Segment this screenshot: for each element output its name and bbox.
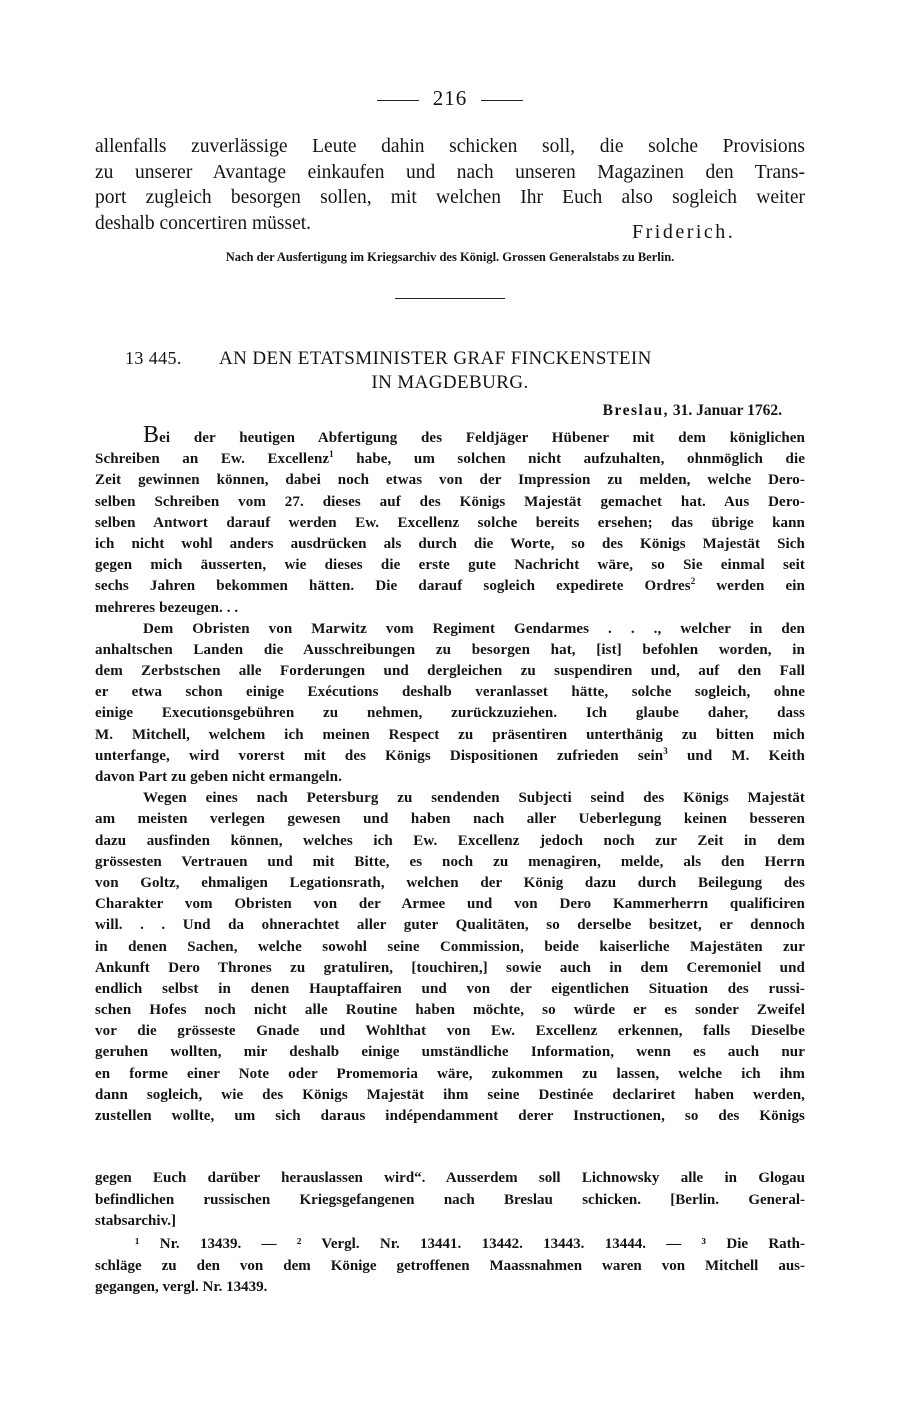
text-line: Dem Obristen von Marwitz vom Regiment Gendarmes . . ., welcher in den xyxy=(143,620,805,637)
letter-title: AN DEN ETATSMINISTER GRAF FINCKENSTEIN xyxy=(219,348,652,369)
text-line: stabsarchiv.] xyxy=(95,1213,176,1229)
header-rule-right xyxy=(481,100,523,101)
text-line: Charakter vom Obristen von der Armee und von Dero Kammerherrn qualificiren xyxy=(95,896,805,913)
footnote-marker: 2 xyxy=(690,576,696,587)
text-line: anhaltschen Landen die Ausschreibungen zu besorgen hat, [ist] befohlen worden, in xyxy=(95,641,805,658)
text-line: mehreres bezeugen. . . xyxy=(95,599,239,616)
text-line: einige Executionsgebühren zu nehmen, zurückzuziehen. Ich glaube daher, dass xyxy=(95,705,805,722)
text-line: von Goltz, ehmaligen Legationsrath, welchen der König dazu durch Beilegung des xyxy=(95,874,805,891)
footnote-line: gegangen, vergl. Nr. 13439. xyxy=(95,1279,268,1295)
text-line: befindlichen russischen Kriegsgefangenen nach Breslau schicken. [Berlin. General- xyxy=(95,1191,805,1208)
text-line: zustellen wollte, um sich daraus indépendamment derer Instructionen, so des Königs xyxy=(95,1108,805,1124)
text-line: geruhen wollten, mir deshalb einige umständliche Information, wenn es auch nur xyxy=(95,1044,805,1061)
text-line: gegen Euch darüber herauslassen wird“. Ausserdem soll Lichnowsky alle in Glogau xyxy=(95,1170,805,1186)
footnote-line: ¹ Nr. 13439. — ² Vergl. Nr. 13441. 13442. 13443. 13444. — ³ Die Rath- xyxy=(135,1236,805,1252)
text-line: deshalb concertiren müsset. xyxy=(95,212,312,234)
text-line: Wegen eines nach Petersburg zu sendenden Subjecti seind des Königs Majestät xyxy=(143,790,805,807)
letter-body xyxy=(95,422,805,1127)
text-line: Ankunft Dero Thrones zu gratuliren, [touchiren,] sowie auch in dem Ceremoniel und xyxy=(95,959,805,976)
signature: Friderich. xyxy=(632,221,736,243)
text-line: grössesten Vertrauen und mit Bitte, es noch zu menagiren, melde, als den Herrn xyxy=(95,853,805,870)
date: 31. Januar 1762. xyxy=(672,402,782,419)
drop-cap: B xyxy=(143,422,160,448)
letter-title-line2: IN MAGDEBURG. xyxy=(371,372,529,393)
text-line: endlich selbst in denen Hauptaffairen und von der eigentlichen Situation des russi- xyxy=(95,980,805,997)
text-line: Schreiben an Ew. Excellenz$^1$ habe, um solchen nicht aufzuhalten, ohnmöglich die xyxy=(95,449,805,468)
place: Breslau, xyxy=(602,402,670,419)
text-line: Zeit gewinnen können, dabei noch etwas von der Impression zu melden, welche Dero- xyxy=(95,472,805,489)
text-line: selben Schreiben vom 27. dieses auf des Königs Majestät gemachet hat. Aus Dero- xyxy=(95,493,805,510)
header-rule-left xyxy=(377,100,419,101)
source-note: Nach der Ausfertigung im Kriegsarchiv des Königl. Grossen Generalstabs zu Berlin. xyxy=(225,250,675,264)
text-line: am meisten verlegen gewesen und haben nach aller Ueberlegung keinen besseren xyxy=(95,811,805,828)
section-divider xyxy=(395,298,505,299)
text-line: dazu ausfinden können, welches ich Ew. Excellenz jedoch noch zur Zeit in dem xyxy=(95,832,805,849)
text-line: davon Part zu geben nicht ermangeln. xyxy=(95,769,342,785)
text-line: M. Mitchell, welchem ich meinen Respect zu präsentiren unterthänig zu bitten mich xyxy=(95,726,805,743)
text-line: dann sogleich, wie des Königs Majestät ihm seine Destinée declariret haben werden, xyxy=(95,1086,805,1103)
text-line: er etwa schon einige Exécutions deshalb veranlasset hätte, solche sogleich, ohne xyxy=(95,684,805,701)
text-line: en forme einer Note oder Promemoria wäre, zukommen zu lassen, welche ich ihm xyxy=(95,1065,805,1082)
page-header xyxy=(0,86,900,111)
letter-number: 13 445. xyxy=(125,348,182,368)
text-line: port zugleich besorgen sollen, mit welchen Ihr Euch also sogleich weiter xyxy=(95,187,805,208)
text-line: selben Antwort darauf werden Ew. Excellenz solche bereits ersehen; das übrige kann xyxy=(95,514,805,531)
continuation-quote xyxy=(95,1168,805,1233)
text-line: zu unserer Avantage einkaufen und nach unseren Magazinen den Trans- xyxy=(95,161,805,183)
text-line: dem Zerbstschen alle Forderungen und dergleichen zu suspendiren und, auf den Fall xyxy=(95,663,805,680)
place-date xyxy=(603,402,782,420)
footnote-marker: 3 xyxy=(663,745,668,756)
footnote-marker: 1 xyxy=(329,449,334,460)
footnote-line: schläge zu den von dem Könige getroffenen Maassnahmen waren von Mitchell aus- xyxy=(95,1257,805,1274)
text-line: schen Hofes noch nicht alle Routine haben möchte, so würde er es sonder Zweifel xyxy=(95,1002,805,1019)
text-line: in denen Sachen, welche sowohl seine Commission, beide kaiserliche Majestäten zur xyxy=(95,938,805,955)
text-line: Bei der heutigen Abfertigung des Feldjäger Hübener mit dem königlichen xyxy=(143,422,805,448)
footnotes xyxy=(95,1234,805,1299)
text-line: vor die grösseste Gnade und Wohlthat von Ew. Excellenz erkennen, falls Dieselbe xyxy=(95,1023,805,1040)
text-line: gegen mich äusserten, wie dieses die erste gute Nachricht wäre, so Sie einmal seit xyxy=(95,557,805,574)
text-line: ich nicht wohl anders ausdrücken als durch die Worte, so des Königs Majestät Sich xyxy=(95,535,805,552)
letter-heading xyxy=(125,348,785,370)
text-line: allenfalls zuverlässige Leute dahin schicken soll, die solche Provisions xyxy=(95,136,805,157)
text-line: will. . . Und da ohnerachtet aller guter Qualitäten, so derselbe besitzet, er dennoch xyxy=(95,917,805,934)
page-number: 216 xyxy=(432,86,468,110)
text-line: unterfange, wird vorerst mit des Königs Dispositionen zufrieden sein$^3$ und M. Keith xyxy=(95,745,805,764)
text-line: sechs Jahren bekommen hätten. Die darauf sogleich expedirete Ordres$^2$ werden ein xyxy=(95,576,805,595)
